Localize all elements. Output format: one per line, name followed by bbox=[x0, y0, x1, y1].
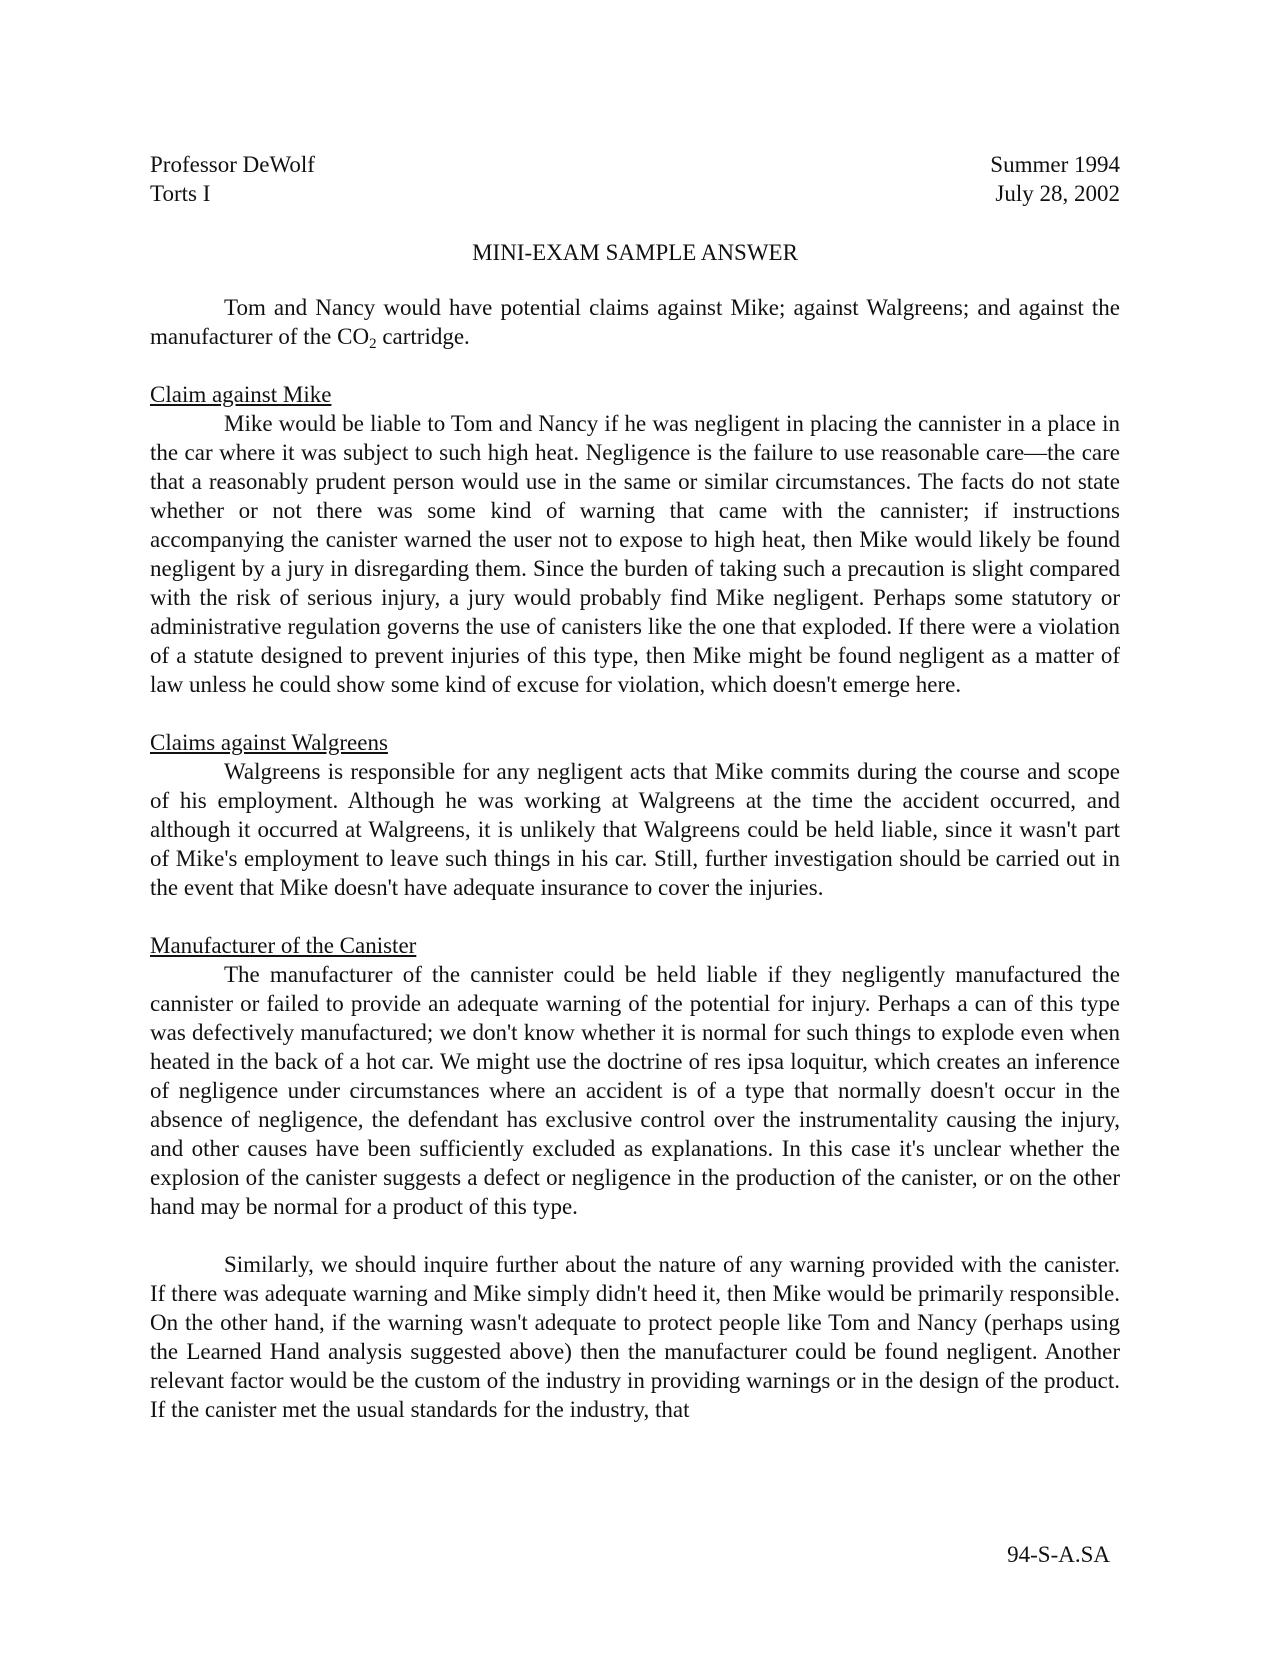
term: Summer 1994 bbox=[990, 152, 1120, 177]
intro-paragraph: Tom and Nancy would have potential claims against Mike; against Walgreens; and against the manufacturer of the $CO_2$ cartridge. bbox=[150, 295, 1120, 352]
header-row-2 bbox=[150, 179, 1120, 208]
document-date: July 28, 2002 bbox=[995, 181, 1120, 206]
professor-name: Professor DeWolf bbox=[150, 152, 315, 177]
section-paragraph-mike: Mike would be liable to Tom and Nancy if he was negligent in placing the cannister in a place in the car where it was subject to such high heat. Negligence is the failure to use reasonable care—the care that a reasonably prudent person would use in the same or similar circumstances. The facts do not state whether or not there was some kind of warning that came with the cannister; if instructions accompanying the canister warned the user not to expose to high heat, then Mike would likely be found negligent by a jury in disregarding them. Since the burden of taking such a precaution is slight compared with the risk of serious injury, a jury would probably find Mike negligent. Perhaps some statutory or administrative regulation governs the use of canisters like the one that exploded. If there were a violation of a statute designed to prevent injuries of this type, then Mike might be found negligent as a matter of law unless he could show some kind of excuse for violation, which doesn't emerge here. bbox=[150, 411, 1120, 697]
document-body bbox=[150, 293, 1120, 1424]
page-title: MINI-EXAM SAMPLE ANSWER bbox=[472, 240, 798, 265]
section-heading-walgreens: Claims against Walgreens bbox=[150, 730, 388, 755]
section-paragraph-manufacturer-1: The manufacturer of the cannister could be held liable if they negligently manufactured the cannister or failed to provide an adequate warning of the potential for injury. Perhaps a can of this type was defectively manufactured; we don't know whether it is normal for such things to explode even when heated in the back of a hot car. We might use the doctrine of res ipsa loquitur, which creates an inference of negligence under circumstances where an accident is of a type that normally doesn't occur in the absence of negligence, the defendant has exclusive control over the instrumentality causing the injury, and other causes have been sufficiently excluded as explanations. In this case it's unclear whether the explosion of the canister suggests a defect or negligence in the production of the canister, or on the other hand may be normal for a product of this type. bbox=[150, 962, 1120, 1219]
header-row-1 bbox=[150, 150, 1120, 179]
subscript-two: 2 bbox=[369, 336, 377, 352]
course-name: Torts I bbox=[150, 181, 211, 206]
section-heading-mike: Claim against Mike bbox=[150, 382, 332, 407]
page-footer-code: 94-S-A.SA bbox=[1007, 1542, 1110, 1567]
section-heading-manufacturer: Manufacturer of the Canister bbox=[150, 933, 417, 958]
section-paragraph-manufacturer-2: Similarly, we should inquire further about the nature of any warning provided with the canister. If there was adequate warning and Mike simply didn't heed it, then Mike would be primarily responsible. On the other hand, if the warning wasn't adequate to protect people like Tom and Nancy (perhaps using the Learned Hand analysis suggested above) then the manufacturer could be found negligent. Another relevant factor would be the custom of the industry in providing warnings or in the design of the product. If the canister met the usual standards for the industry, that bbox=[150, 1252, 1120, 1422]
document-header bbox=[150, 150, 1120, 208]
section-paragraph-walgreens: Walgreens is responsible for any negligent acts that Mike commits during the course and scope of his employment. Although he was working at Walgreens at the time the accident occurred, and although it occurred at Walgreens, it is unlikely that Walgreens could be held liable, since it wasn't part of Mike's employment to leave such things in his car. Still, further investigation should be carried out in the event that Mike doesn't have adequate insurance to cover the injuries. bbox=[150, 759, 1120, 900]
